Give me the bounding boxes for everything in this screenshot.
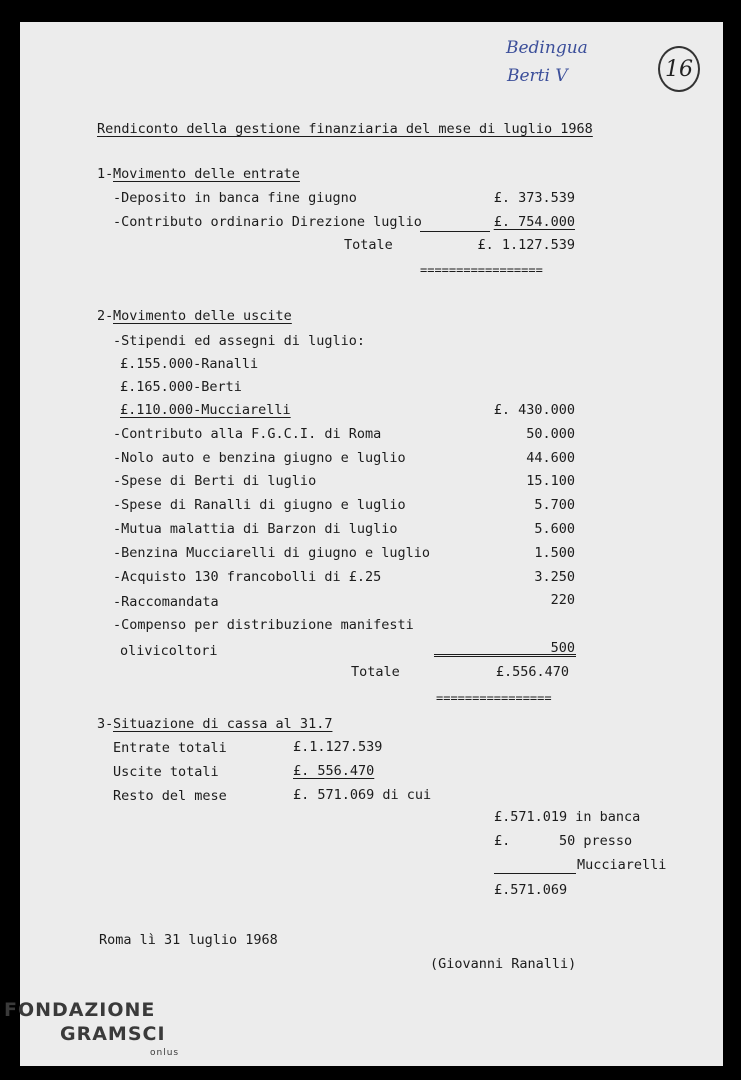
signature: (Giovanni Ranalli) [430,956,577,972]
watermark-line1: FONDAZIONE [4,999,156,1021]
expense-amount-9: 500 [550,640,575,656]
section2-number: 2- [97,308,114,324]
expense-label-9a: -Compenso per distribuzione manifesti [113,617,414,633]
cash-amount-3: £. 571.069 di cui [293,787,432,803]
section3-number: 3- [97,716,114,732]
cash-final: £.571.069 [494,882,568,898]
income-label-2: -Contributo ordinario Direzione luglio [113,214,422,230]
expense-label-7: -Acquisto 130 francobolli di £.25 [113,569,382,585]
section2-total-label: Totale [351,664,400,680]
handwritten-note-2: Berti V [507,66,568,86]
page-number-circle: 16 [658,46,700,92]
watermark-line2: GRAMSCI [60,1023,166,1045]
expense-label-1: -Contributo alla F.G.C.I. di Roma [113,426,382,442]
income-label-1: -Deposito in banca fine giugno [113,190,357,206]
salaries-label: -Stipendi ed assegni di luglio: [113,333,365,349]
expense-label-4: -Spese di Ranalli di giugno e luglio [113,497,406,513]
expense-amount-7: 3.250 [534,569,575,585]
section3-heading: Situazione di cassa al 31.7 [113,716,333,732]
cash-sum-line [494,873,576,874]
section2-separator: ================ [436,691,552,705]
expense-amount-8: 220 [550,592,575,608]
expense-label-3: -Spese di Berti di luglio [113,473,317,489]
cash-bank: £.571.019 in banca [494,809,641,825]
income-amount-1: £. 373.539 [493,190,575,206]
income-amount-2: £. 754.000 [493,214,575,230]
cash-label-2: Uscite totali [113,764,219,780]
income-underline [420,231,490,232]
cash-label-3: Resto del mese [113,788,227,804]
expense-label-9b: olivicoltori [120,643,218,659]
cash-amount-2: £. 556.470 [293,763,375,779]
expense-label-6: -Benzina Mucciarelli di giugno e luglio [113,545,430,561]
handwritten-note-1: Bedingua [506,38,588,58]
expense-amount-3: 15.100 [526,473,575,489]
cash-presso: £. 50 presso [494,833,633,849]
document-title: Rendiconto della gestione finanziaria del mese di luglio 1968 [97,121,593,137]
watermark-sub: onlus [150,1048,180,1058]
expense-amount-5: 5.600 [534,521,575,537]
expenses-sum-line [434,656,576,657]
cash-amount-1: £.1.127.539 [293,739,383,755]
salary-ranalli: £.155.000-Ranalli [120,356,259,372]
expense-label-5: -Mutua malattia di Barzon di luglio [113,521,398,537]
section1-separator: ================= [420,263,543,277]
expense-amount-6: 1.500 [534,545,575,561]
section2-total: £.556.470 [495,664,569,680]
section2-heading: Movimento delle uscite [113,308,292,324]
salary-mucciarelli: £.110.000-Mucciarelli [120,402,291,418]
section1-number: 1- [97,166,114,182]
cash-presso-name: Mucciarelli [577,857,667,873]
expense-amount-2: 44.600 [526,450,575,466]
section1-total-label: Totale [344,237,393,253]
expense-label-8: -Raccomandata [113,594,219,610]
expense-amount-4: 5.700 [534,497,575,513]
salary-berti: £.165.000-Berti [120,379,242,395]
place-date: Roma lì 31 luglio 1968 [99,932,278,948]
section1-heading: Movimento delle entrate [113,166,300,182]
expense-label-2: -Nolo auto e benzina giugno e luglio [113,450,406,466]
expense-amount-1: 50.000 [526,426,575,442]
cash-label-1: Entrate totali [113,740,227,756]
salaries-total: £. 430.000 [493,402,575,418]
section1-total: £. 1.127.539 [477,237,575,253]
